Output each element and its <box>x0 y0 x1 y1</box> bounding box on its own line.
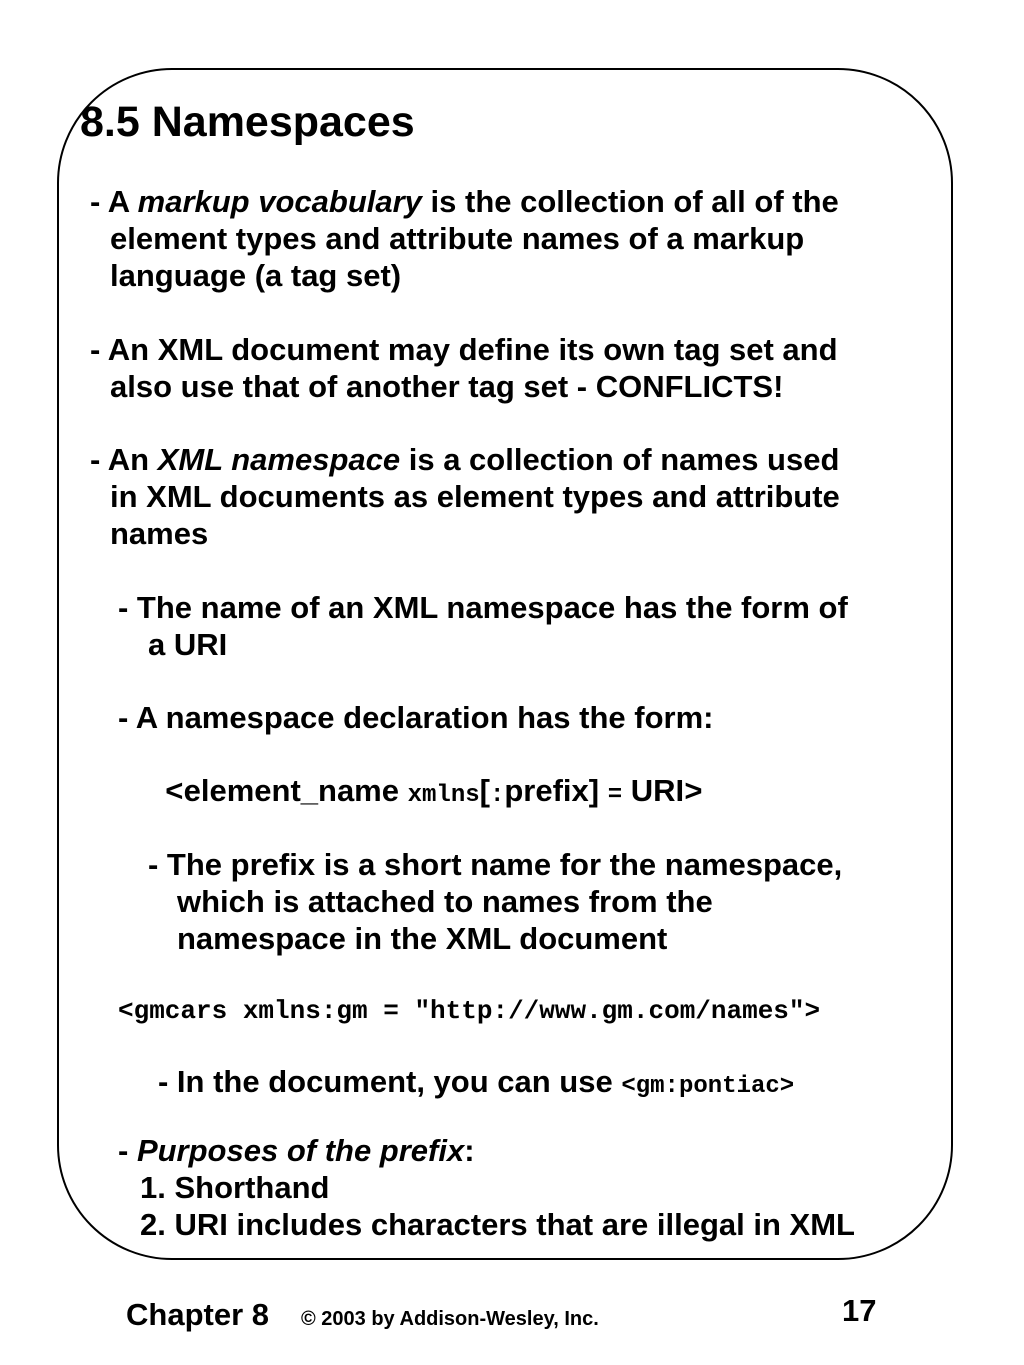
footer-chapter: Chapter 8 <box>126 1297 269 1332</box>
bullet-line: - An XML document may define its own tag set and <box>90 332 838 367</box>
text-run: is the collection of all of the <box>421 184 839 219</box>
text-run: - A <box>90 184 138 219</box>
bullet-line: - The name of an XML namespace has the form of <box>118 590 848 625</box>
list-item: 1. Shorthand <box>140 1170 330 1205</box>
slide-title: 8.5 Namespaces <box>80 98 415 146</box>
declaration-syntax <box>165 772 703 814</box>
bullet-line: which is attached to names from the <box>177 884 713 919</box>
emphasis-term: markup vocabulary <box>137 184 422 219</box>
text-run: : <box>464 1133 475 1168</box>
code-example: <gmcars xmlns:gm = "http://www.gm.com/names"> <box>118 996 821 1026</box>
bullet-line <box>90 441 840 478</box>
bullet-line: namespace in the XML document <box>177 921 668 956</box>
bullet-line: also use that of another tag set - CONFLICTS! <box>110 369 784 404</box>
sub-bullet-namespace-uri <box>118 589 848 663</box>
sub-bullet-declaration-form <box>118 699 713 736</box>
syntax-xmlns: xmlns <box>407 782 480 809</box>
bullet-line: element types and attribute names of a markup <box>110 221 805 256</box>
bullet-markup-vocabulary <box>90 183 839 294</box>
bullet-line: names <box>110 516 209 551</box>
syntax-line <box>165 772 703 814</box>
emphasis-term: Purposes of the prefix <box>136 1133 465 1168</box>
sub-bullet-purposes <box>118 1132 855 1243</box>
sub-bullet-prefix-definition <box>148 846 842 957</box>
footer-copyright: © 2003 by Addison-Wesley, Inc. <box>301 1308 599 1330</box>
bullet-line <box>158 1063 794 1105</box>
bullet-line <box>118 1132 855 1169</box>
syntax-angle-close: > <box>684 776 703 811</box>
sub-bullet-usage <box>158 1063 794 1105</box>
syntax-equals: = <box>607 782 623 809</box>
bullet-xml-namespace <box>90 441 840 552</box>
syntax-element-name: element_name <box>183 773 408 808</box>
inline-code: <gm:pontiac> <box>621 1073 795 1100</box>
bullet-line: a URI <box>148 627 228 662</box>
syntax-colon: : <box>489 782 505 809</box>
bullet-line: language (a tag set) <box>110 258 402 293</box>
list-item: 2. URI includes characters that are illegal in XML <box>140 1207 855 1242</box>
text-run: - An <box>90 442 158 477</box>
bullet-line: - The prefix is a short name for the namespace, <box>148 847 843 882</box>
text-run: is a collection of names used <box>400 442 840 477</box>
text-run: - <box>118 1133 137 1168</box>
syntax-bracket: [ <box>479 773 490 808</box>
syntax-angle-open: < <box>165 776 184 811</box>
syntax-uri: URI <box>622 773 685 808</box>
syntax-prefix: prefix] <box>504 773 608 808</box>
bullet-line: - A namespace declaration has the form: <box>118 700 714 735</box>
page-number: 17 <box>842 1293 877 1328</box>
bullet-line <box>90 183 839 220</box>
text-run: - In the document, you can use <box>158 1064 622 1099</box>
emphasis-term: XML namespace <box>157 442 401 477</box>
bullet-tag-set-conflicts <box>90 331 838 405</box>
bullet-line: in XML documents as element types and attribute <box>110 479 840 514</box>
